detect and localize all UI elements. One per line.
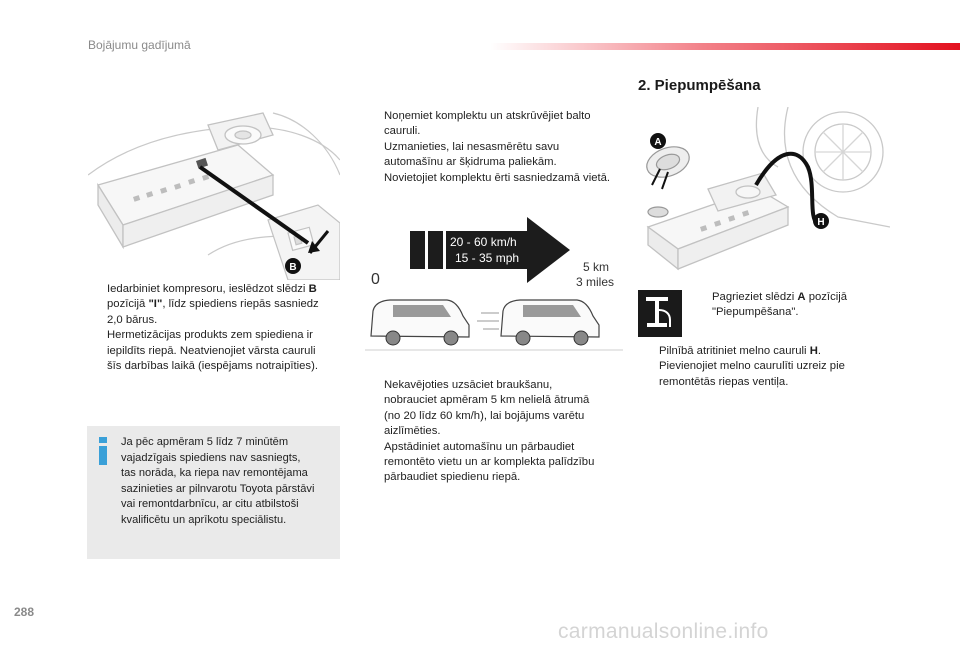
bullet-item: Nekavējoties uzsāciet braukšanu, nobrauciet apmēram 5 km nelielā ātrumā (no 20 līdz 60 km/h), lai bojājums varētu aizlīmēties. <box>384 379 590 438</box>
info-text: Ja pēc apmēram 5 līdz 7 minūtēm vajadzīgais spiediens nav sasniegts, tas norāda, ka riepa nav remontējama sazinieties ar pilnvarotu Toyota pārstāvi vai remontdarbnīcu, ar citu atbilstoši kvalificētu un aprīkotu speciālistu. <box>121 436 315 526</box>
figure-label-b: B <box>289 262 297 273</box>
header-accent-bar <box>490 43 960 50</box>
van-left-icon <box>371 300 469 345</box>
bullet-item: Pagrieziet slēdzi A pozīcijā "Piepumpēšana". <box>712 291 848 319</box>
section-header-title: Bojājumu gadījumā <box>88 38 191 52</box>
middle-bottom-instructions <box>365 378 623 486</box>
right-step-one <box>693 290 893 321</box>
watermark-text: carmanualsonline.info <box>558 620 769 643</box>
start-distance-label: 0 <box>371 271 380 288</box>
inflation-illustration <box>638 107 890 277</box>
info-icon <box>96 437 110 465</box>
speed-kmh-label: 20 - 60 km/h <box>450 235 517 249</box>
left-instructions <box>88 282 343 374</box>
distance-km-label: 5 km <box>583 260 610 274</box>
bullet-item: Noņemiet komplektu un atskrūvējiet balto cauruli. Uzmanieties, lai nesasmērētu savu automašīnu ar šķidruma paliekām. Novietojiet komplektu ērti sasniedzamā vietā. <box>384 110 611 184</box>
bullet-item: Apstādiniet automašīnu un pārbaudiet remontēto vietu un ar komplekta palīdzību pārbaudiet spiedienu riepā. <box>384 440 595 484</box>
section-title: 2. Piepumpēšana <box>638 77 761 94</box>
distance-miles-label: 3 miles <box>576 275 615 289</box>
figure-label-a: A <box>654 137 662 148</box>
page-number: 288 <box>14 605 35 619</box>
bullet-item: Pievienojiet melno caurulīti uzreiz pie remontētās riepas ventiļa. <box>659 360 845 388</box>
middle-top-instructions <box>365 109 623 186</box>
bullet-item: Iedarbiniet kompresoru, ieslēdzot slēdzi B pozīcijā "I", līdz spiediens riepās sasniedz 2,0 bārus. Hermetizācijas produkts zem spiediena ir iepildīts riepā. Neatvienojiet vārsta cauruli šīs darbības laikā (iespējams notraipīties). <box>107 283 319 373</box>
van-right-icon <box>477 300 599 345</box>
speed-mph-label: 15 - 35 mph <box>455 251 520 265</box>
right-steps-two-three <box>640 344 890 390</box>
tyre-pump-icon <box>638 290 682 337</box>
compressor-illustration <box>88 105 340 280</box>
bullet-item: Pilnībā atritiniet melno cauruli H. <box>659 345 822 357</box>
drive-speed-figure <box>365 213 623 355</box>
figure-label-h: H <box>817 217 825 228</box>
